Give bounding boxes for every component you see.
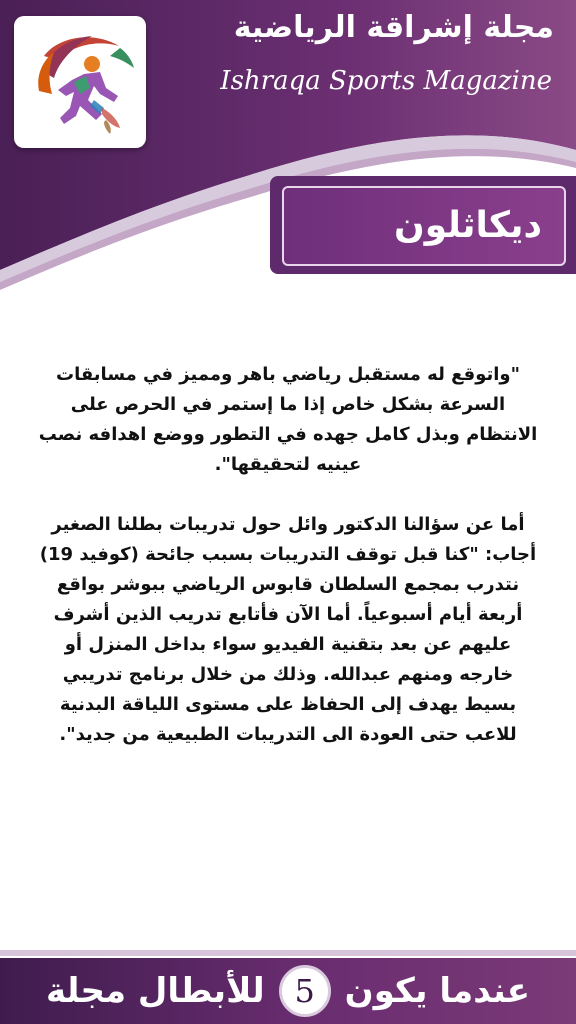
magazine-title-english: Ishraqa Sports Magazine [220,66,552,96]
article-paragraph: "واتوقع له مستقبل رياضي باهر ومميز في مسابقات السرعة بشكل خاص إذا ما إستمر في الحرص على الانتظام وبذل كامل جهده في التطور ووضع اهدافه نصب عينيه لتحقيقها". [38,364,538,475]
magazine-title-arabic: مجلة إشراقة الرياضية [233,10,554,45]
magazine-logo [14,16,146,148]
footer-tagline [0,958,576,1024]
ishraqa-runner-logo-icon [14,16,146,148]
article-body [36,360,540,780]
footer-text-left: للأبطال مجلة [46,971,265,1011]
footer-text-right: عندما يكون [344,971,530,1011]
issue-number-badge: 5 [279,965,331,1017]
article-paragraph: أما عن سؤالنا الدكتور وائل حول تدريبات بطلنا الصغير أجاب: "كنا قبل توقف التدريبات بسبب جائحة (كوفيد 19) نتدرب بمجمع السلطان قابوس الرياضي ببوشر بواقع أربعة أيام أسبوعياً. أما الآن فأتابع تدريب الذين أشرف عليهم عن بعد بتقنية الفيديو سواء بداخل المنزل أو خارجه ومنهم عبدالله. وذلك من خلال برنامج تدريبي بسيط يهدف إلى الحفاظ على مستوى اللياقة البدنية للاعب حتى العودة الى التدريبات الطبيعية من جديد". [39,514,537,745]
footer-divider [0,950,576,956]
section-title: ديكاثلون [394,205,542,246]
